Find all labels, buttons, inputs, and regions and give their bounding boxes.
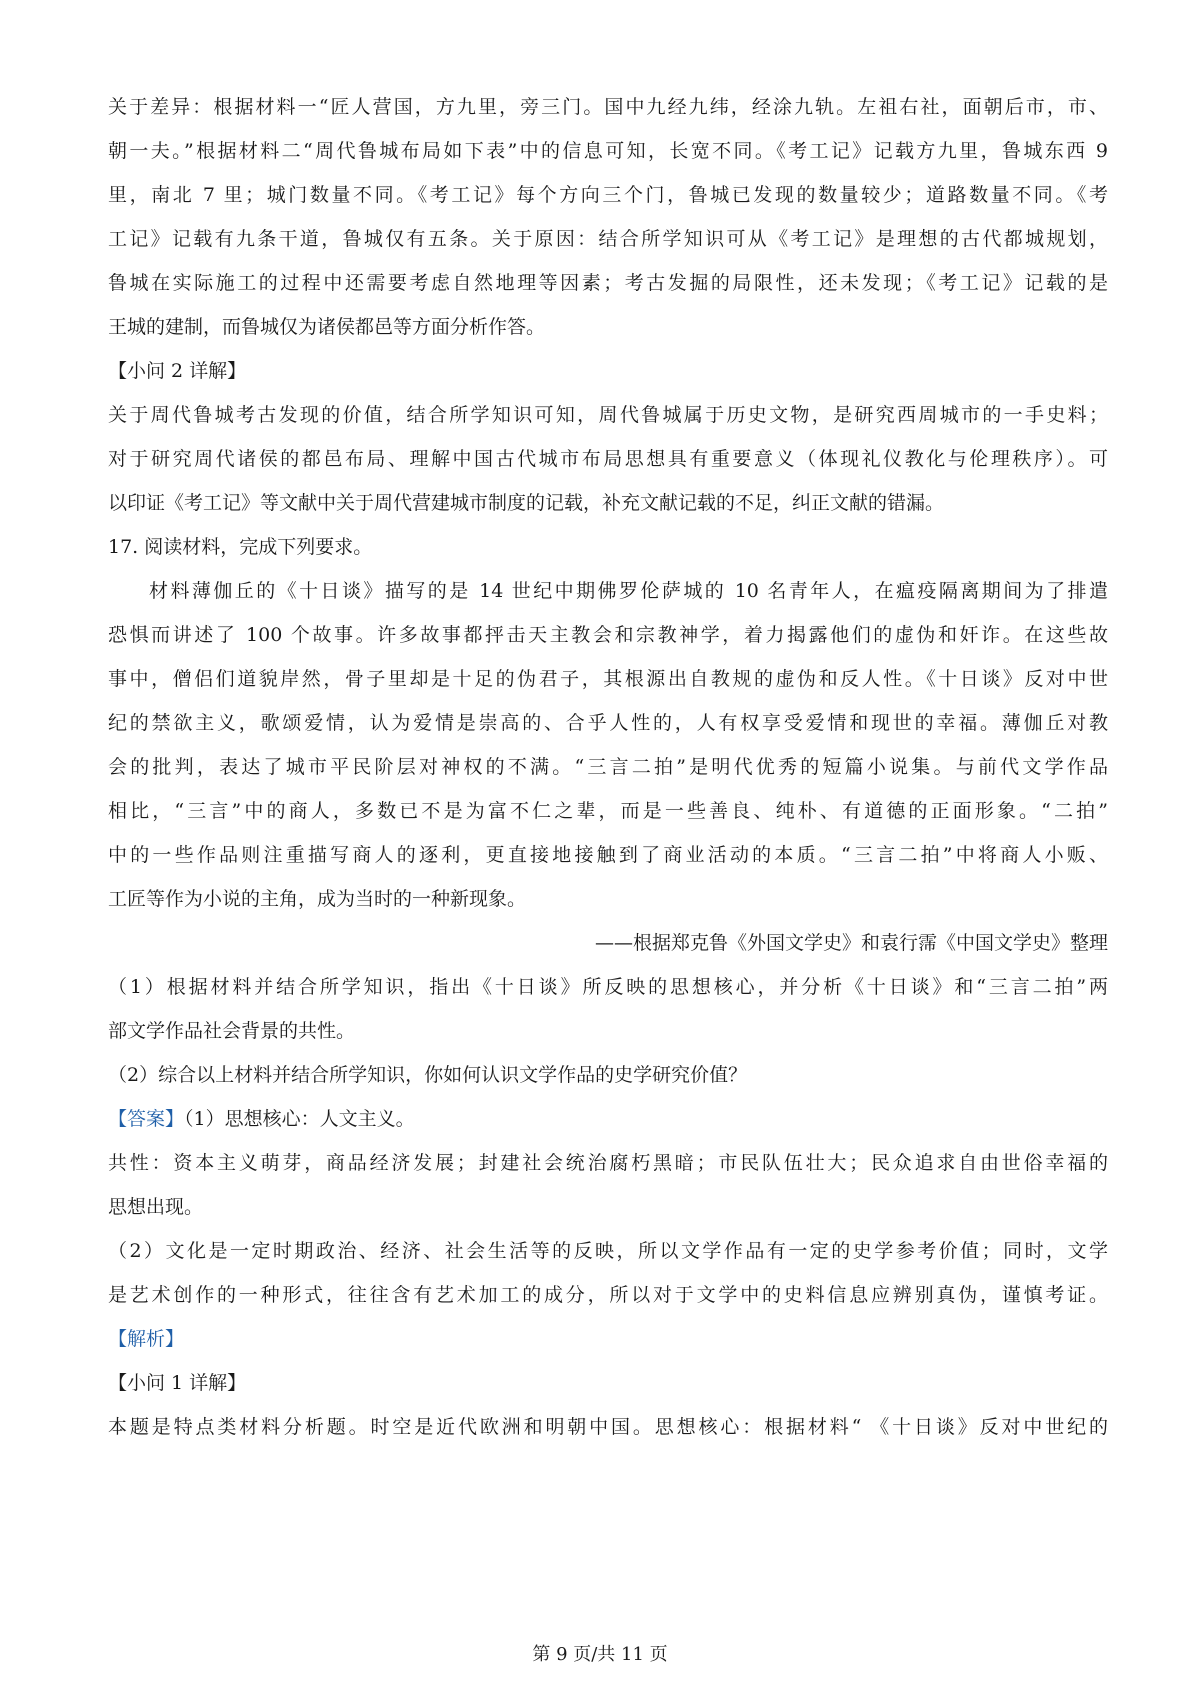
paragraph-line: 以印证《考工记》等文献中关于周代营建城市制度的记载，补充文献记载的不足，纠正文献的错漏。 [108, 492, 945, 514]
answer-line: 共性：资本主义萌芽，商品经济发展；封建社会统治腐朽黑暗；市民队伍壮大；民众追求自由世俗幸福的 [108, 1152, 1108, 1174]
answer-first-line [108, 1106, 1108, 1132]
material-line: 事中，僧侣们道貌岸然，骨子里却是十足的伪君子，其根源出自教规的虚伪和反人性。《十日谈》反对中世 [108, 668, 1108, 690]
page-number: 第 9 页/共 11 页 [532, 1644, 668, 1665]
paragraph-line: 关于差异：根据材料一“匠人营国，方九里，旁三门。国中九经九纬，经涂九轨。左祖右社，面朝后市，市、 [108, 96, 1108, 118]
answer-text: （1）思想核心：人文主义。 [184, 1108, 415, 1130]
question-1-line: （1）根据材料并结合所学知识，指出《十日谈》所反映的思想核心，并分析《十日谈》和“三言二拍”两 [108, 976, 1108, 998]
question-17-title: 17. 阅读材料，完成下列要求。 [108, 536, 373, 558]
question-1-line: 部文学作品社会背景的共性。 [108, 1020, 356, 1042]
subquestion-1-line: 本题是特点类材料分析题。时空是近代欧洲和明朝中国。思想核心：根据材料“ 《十日谈》反对中世纪的 [108, 1416, 1108, 1438]
subquestion-1-heading: 【小问 1 详解】 [108, 1372, 247, 1394]
question-2-line: （2）综合以上材料并结合所学知识，你如何认识文学作品的史学研究价值？ [108, 1064, 748, 1086]
answer-line: 是艺术创作的一种形式，往往含有艺术加工的成分，所以对于文学中的史料信息应辨别真伪，谨慎考证。 [108, 1284, 1108, 1306]
paragraph-line: 对于研究周代诸侯的都邑布局、理解中国古代城市布局思想具有重要意义（体现礼仪教化与伦理秩序）。可 [108, 448, 1108, 470]
paragraph-line: 工记》记载有九条干道，鲁城仅有五条。关于原因：结合所学知识可从《考工记》是理想的古代都城规划， [108, 228, 1108, 250]
analysis-label: 【解析】 [108, 1328, 185, 1350]
paragraph-line: 里，南北 7 里；城门数量不同。《考工记》每个方向三个门，鲁城已发现的数量较少；道路数量不同。《考 [108, 184, 1108, 206]
material-line: 中的一些作品则注重描写商人的逐利，更直接地接触到了商业活动的本质。“三言二拍”中将商人小贩、 [108, 844, 1108, 866]
paragraph-line: 王城的建制，而鲁城仅为诸侯都邑等方面分析作答。 [108, 316, 546, 338]
material-line: 纪的禁欲主义，歌颂爱情，认为爱情是崇高的、合乎人性的，人有权享受爱情和现世的幸福。薄伽丘对教 [108, 712, 1108, 734]
answer-line: （2）文化是一定时期政治、经济、社会生活等的反映，所以文学作品有一定的史学参考价值；同时，文学 [108, 1240, 1108, 1262]
material-line: 会的批判，表达了城市平民阶层对神权的不满。“三言二拍”是明代优秀的短篇小说集。与前代文学作品 [108, 756, 1108, 778]
material-line: 相比，“三言”中的商人，多数已不是为富不仁之辈，而是一些善良、纯朴、有道德的正面形象。“二拍” [108, 800, 1108, 822]
material-source: ——根据郑克鲁《外国文学史》和袁行霈《中国文学史》整理 [594, 932, 1108, 954]
material-line: 材料薄伽丘的《十日谈》描写的是 14 世纪中期佛罗伦萨城的 10 名青年人，在瘟疫隔离期间为了排遣 [149, 580, 1108, 602]
material-line: 工匠等作为小说的主角，成为当时的一种新现象。 [108, 888, 527, 910]
answer-label: 【答案】 [108, 1108, 185, 1130]
paragraph-line: 鲁城在实际施工的过程中还需要考虑自然地理等因素；考古发掘的局限性，还未发现；《考工记》记载的是 [108, 272, 1108, 294]
material-line: 恐惧而讲述了 100 个故事。许多故事都抨击天主教会和宗教神学，着力揭露他们的虚伪和奸诈。在这些故 [108, 624, 1108, 646]
paragraph-line: 关于周代鲁城考古发现的价值，结合所学知识可知，周代鲁城属于历史文物，是研究西周城市的一手史料； [108, 404, 1108, 426]
answer-line: 思想出现。 [108, 1196, 204, 1218]
paragraph-line: 朝一夫。”根据材料二“周代鲁城布局如下表”中的信息可知，长宽不同。《考工记》记载方九里，鲁城东西 9 [108, 140, 1108, 162]
subquestion-2-heading: 【小问 2 详解】 [108, 360, 247, 382]
